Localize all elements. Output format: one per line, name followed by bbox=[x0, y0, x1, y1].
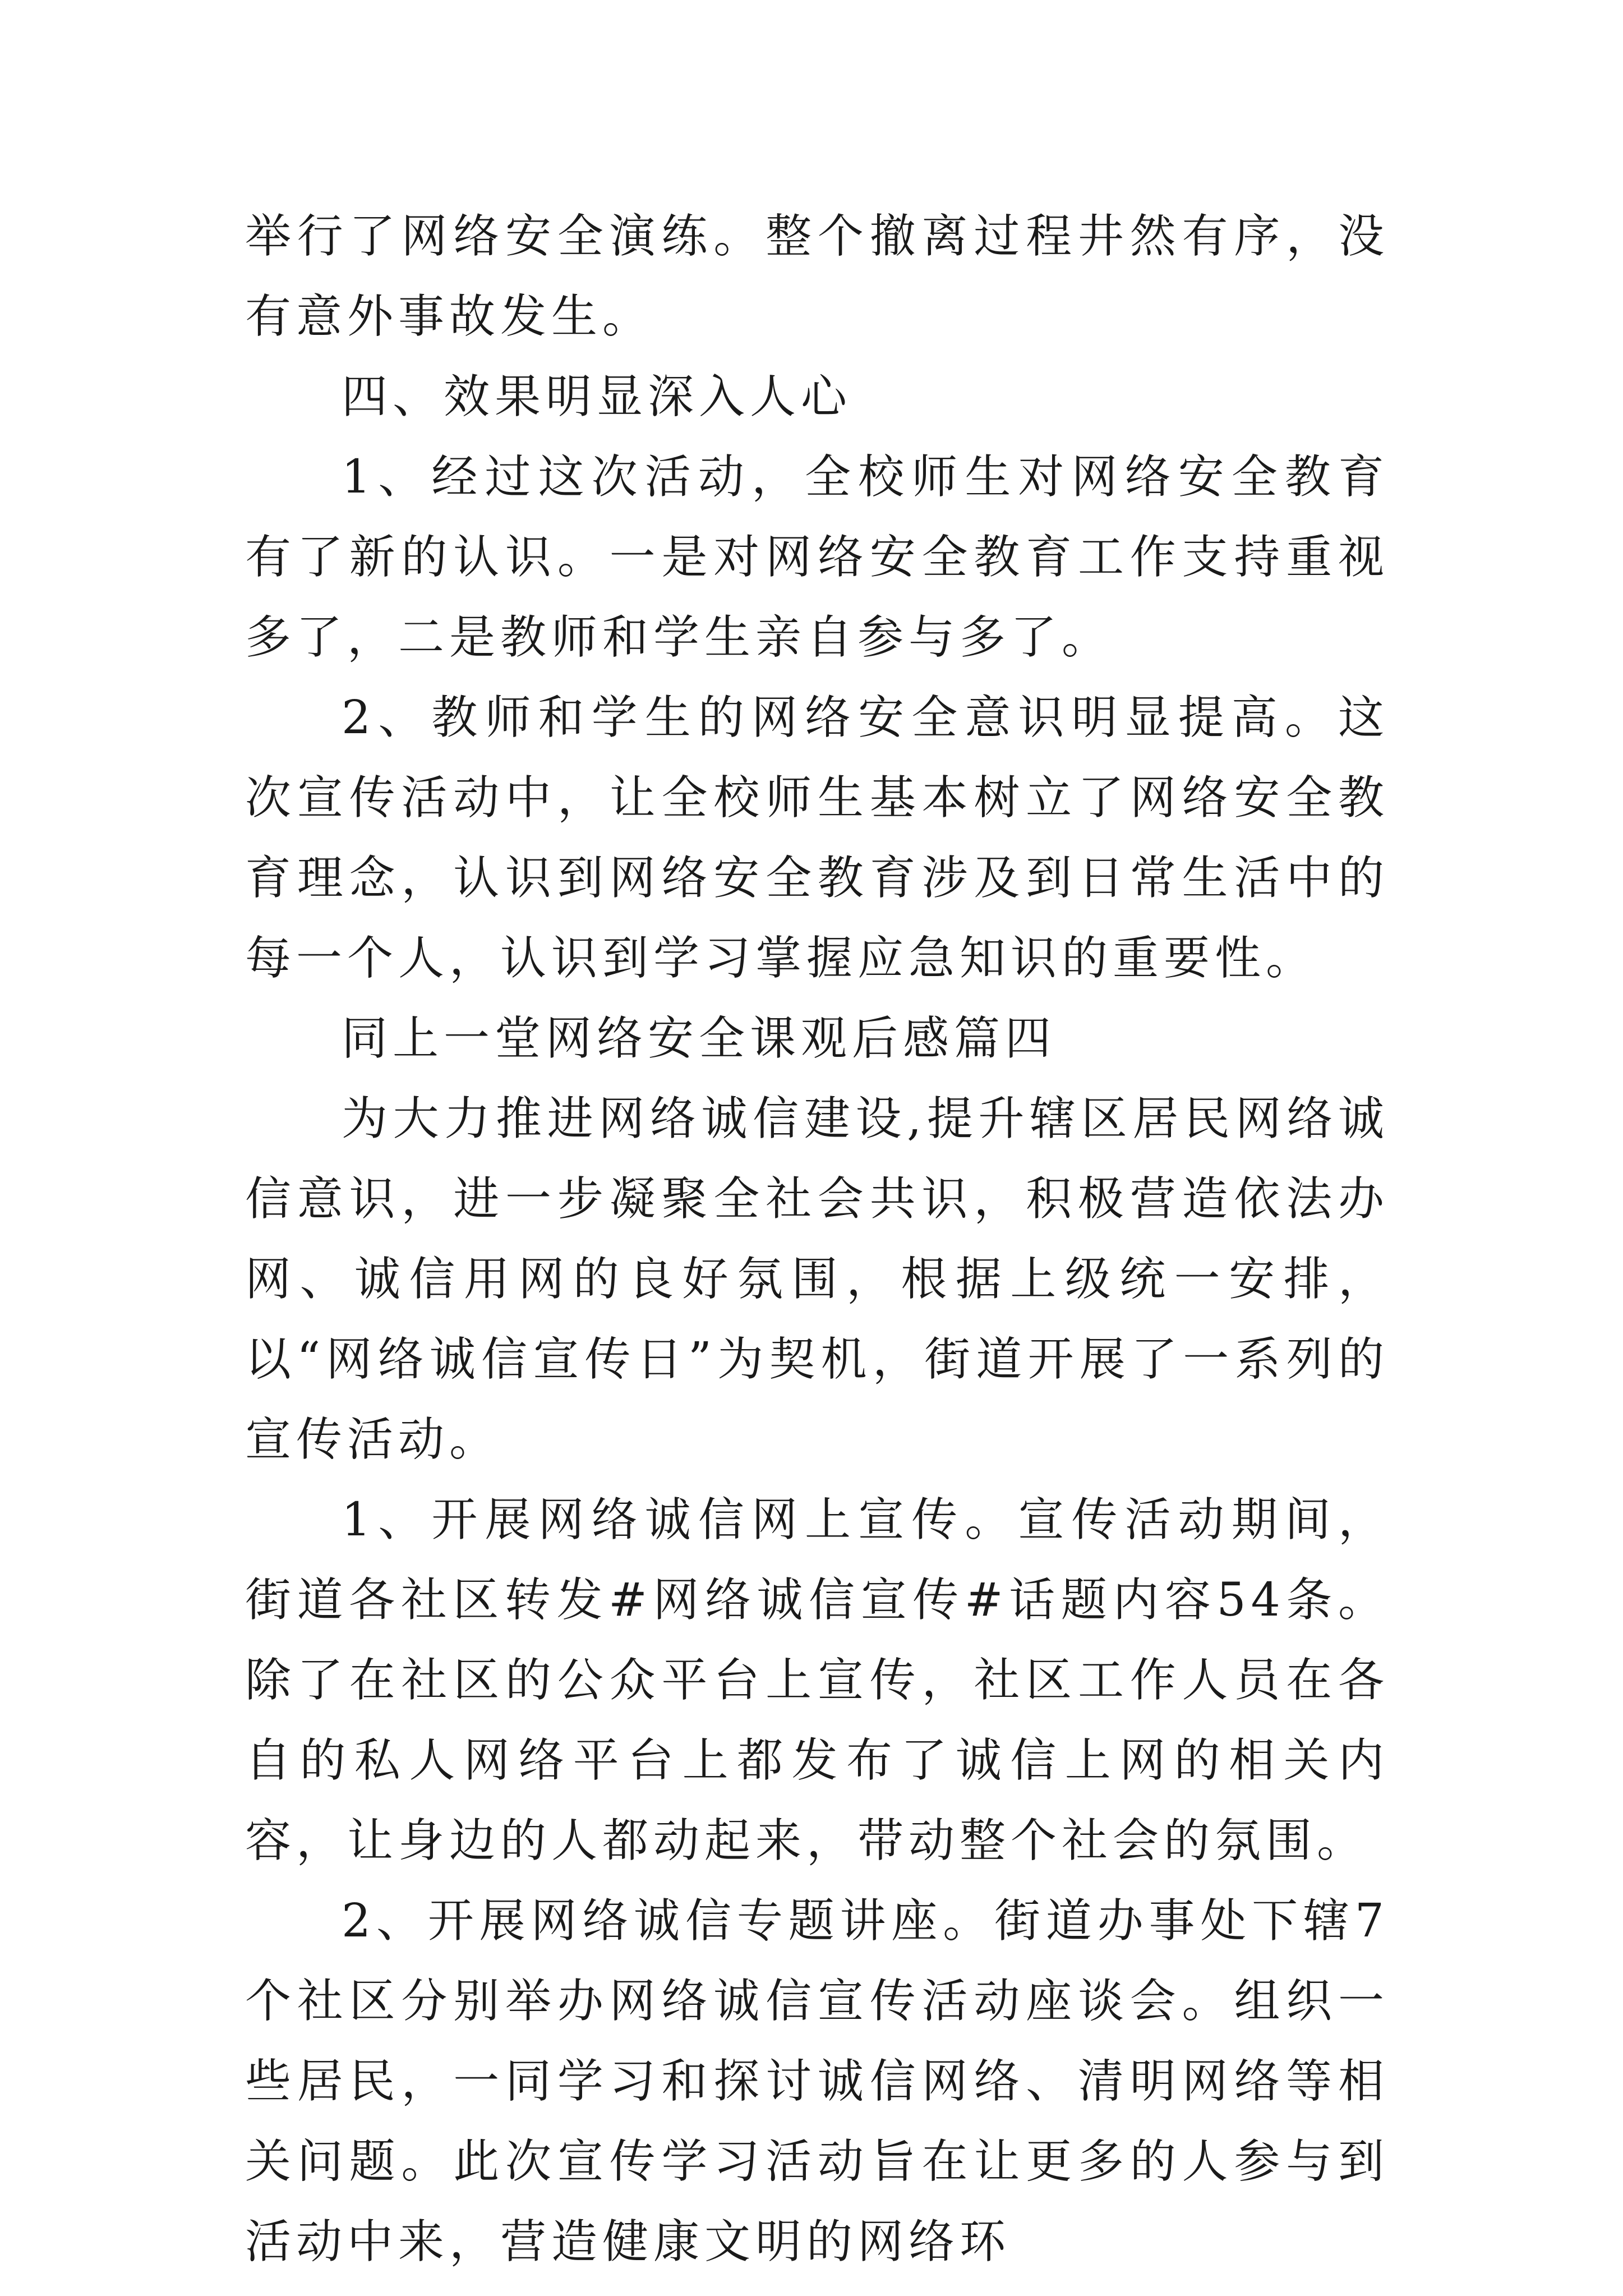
paragraph: 1、经过这次活动，全校师生对网络安全教育有了新的认识。一是对网络安全教育工作支持重视多了，二是教师和学生亲自参与多了。 bbox=[245, 450, 1389, 664]
paragraph: 为大力推进网络诚信建设,提升辖区居民网络诚信意识，进一步凝聚全社会共识，积极营造依法办网、诚信用网的良好氛围，根据上级统一安排，以“网络诚信宣传日”为契机，街道开展了一系列的宣传活动。 bbox=[245, 1092, 1389, 1466]
document-body bbox=[245, 196, 1389, 2282]
section-heading: 四、效果明显深入人心 bbox=[342, 370, 852, 424]
paragraph: 2、开展网络诚信专题讲座。街道办事处下辖7个社区分别举办网络诚信宣传活动座谈会。组织一些居民，一同学习和探讨诚信网络、清明网络等相关问题。此次宣传学习活动旨在让更多的人参与到活动中来，营造健康文明的网络环 bbox=[245, 1894, 1389, 2269]
paragraph: 2、教师和学生的网络安全意识明显提高。这次宣传活动中，让全校师生基本树立了网络安全教育理念，认识到网络安全教育涉及到日常生活中的每一个人，认识到学习掌握应急知识的重要性。 bbox=[245, 691, 1389, 985]
paragraph-continuation: 举行了网络安全演练。整个撤离过程井然有序，没有意外事故发生。 bbox=[245, 210, 1389, 343]
paragraph: 1、开展网络诚信网上宣传。宣传活动期间，街道各社区转发#网络诚信宣传#话题内容54条。除了在社区的公众平台上宣传，社区工作人员在各自的私人网络平台上都发布了诚信上网的相关内容，让身边的人都动起来，带动整个社会的氛围。 bbox=[245, 1493, 1389, 1867]
article-title: 同上一堂网络安全课观后感篇四 bbox=[342, 1012, 1057, 1065]
